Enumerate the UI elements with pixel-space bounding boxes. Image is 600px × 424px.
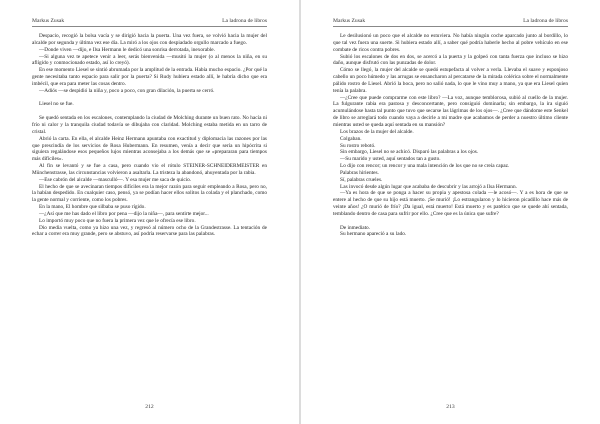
header-author: Markus Zusak [333, 18, 366, 24]
paragraph: —Adiós —se despidió la niña y, poco a poco, con gran dilación, la puerta se cerró. [39, 87, 215, 94]
paragraph: Se quedó sentada en los escalones, contemplando la ciudad de Molching durante un buen rato. No hacía ni frío ni calor y la tranquila ciudad todavía se dibujaba con claridad. Molching estaba metida en un tarro de cristal. [32, 115, 267, 135]
paragraph-gap [32, 108, 267, 115]
paragraph: —Ese cabrón del alcalde —masculló—. Y esa mujer me saca de quicio. [39, 176, 192, 183]
paragraph: —Si alguna vez te apetece venir a leer, serás bienvenida —musitó la mujer (o al menos la niña, en su aflígido y conmocionado estado, así lo creyó). [32, 53, 267, 67]
right-page [301, 0, 600, 424]
running-head [32, 18, 267, 27]
paragraph: Despacio, recogió la bolsa vacía y se dirigió hacia la puerta. Una vez fuera, se volvió hacia la mujer del alcalde por segunda y última vez ese día. La miró a los ojos con despiadado orgullo marcado a fuego. [32, 33, 267, 46]
paragraph: —Ya es hora de que se ponga a hacer su propia y apestosa colada —le acosó—. Y a es hora de que se entere al hecho de que su hijo está muerto. ¡Se murió! ¡Lo estrangularon y lo hicieron picadillo hace más de veinte años! ¿O murió de frío? ¡Da igual, está muerto! Está muerto y es patético que se quede ahí sentada, temblando dentro de casa para sufrir por ello. ¿Cree que es la única que sufre? [333, 190, 568, 217]
paragraph: Lo dijo con rencor; un rencor y una mala intención de los que no se creía capaz. [340, 163, 510, 170]
paragraph: Le desilusionó un poco que el alcalde no estuviera. No había ningún coche aparcado junto al bordillo, lo que tal vez fuera una suerte. Si hubiera estado allí, a saber qué podría haberle hecho al pobre vehículo en ese combate de ricos contra pobres. [333, 33, 568, 53]
paragraph: En la mano, El hombre que silbaba se puso rígido. [39, 204, 146, 211]
paragraph: Las invocó desde algún lugar que acababa de descubrir y las arrojó a Ilsa Hermann. [340, 183, 517, 190]
page-number: 213 [446, 404, 455, 410]
paragraph: Colgaban. [340, 135, 362, 142]
paragraph: —¿Cree que puede comprarme con este libro? —La voz, aunque temblorosa, subió al cuello de la mujer. La fulgurante rabia era pastosa y desconcertante, pero consiguió dominarla; sin embargo, la ira siguió acumulándose hasta tal punto que tuvo que secarse las lágrimas de los ojos—. ¿Cree que dándome este Senkel de libro se arreglará todo cuando vaya a decirle a mi madre que acabamos de perder a nuestro último cliente mientras usted se queda aquí sentada en su mansión? [333, 94, 568, 128]
body-text [333, 33, 568, 238]
paragraph-gap [333, 218, 568, 225]
paragraph: Su hermano apareció a su lado. [340, 231, 407, 238]
paragraph: Palabras hirientes. [340, 169, 379, 176]
header-author: Markus Zusak [32, 18, 65, 24]
paragraph: Subió los escalones de dos en dos, se acercó a la puerta y la golpeó con tanta fuerza que incluso se hizo daño, aunque disfrutó con las punzadas de dolor. [333, 53, 568, 67]
page-number: 212 [145, 404, 154, 410]
paragraph: Liesel no se fue. [39, 101, 74, 108]
paragraph: Lo importó muy poco que no fuera la primera vez que le ofrecía ese libro. [39, 217, 196, 224]
paragraph: Cómo se llegó, la mujer del alcalde se quedó estupefacta al volver a verla. Llevaba el suave y esponjoso cabello un poco húmedo y las arrugas se ensancharon al percatarse de la mirada colérica sobre el normalmente pálido rostro de Liesel. Abrió la boca, pero no salió nada, lo que le vino muy a mano, ya que era Liesel quien tenía la palabra. [333, 67, 568, 94]
body-text [32, 33, 267, 238]
paragraph: Su rostro rebotó. [340, 142, 376, 149]
paragraph: —Su marido y usted, aquí sentados tan a gusto. [340, 156, 441, 163]
paragraph: Abrió la carta. En ella, el alcalde Heinz Hermann apuntaba con exactitud y diplomacia las razones por las que prescindía de los servicios de Rosa Hubermann. En resumen, venía a decir que sería un hipócrita si siguiera regalándose esos pequeños lujos mientras aconsejaba a los demás que se «prepararan para tiempos más difíciles». [32, 135, 267, 163]
paragraph: Los brazos de la mujer del alcalde. [340, 128, 414, 135]
paragraph: —¿Así que me has dado el libro por pena —dijo la niña—, para sentirte mejor... [39, 210, 209, 217]
running-head [333, 18, 568, 27]
paragraph: De inmediato. [340, 224, 371, 231]
paragraph: Al fin se levantó y se fue a casa, pero cuando vio el rótulo STEINER-SCHNEIDERMEISTER en Münchenstrasse, las circunstancias volvieron a asaltarla. La tristeza la abandonó, ahuyentada por la rabia. [32, 163, 267, 176]
paragraph: El hecho de que se avecinaran tiempos difíciles era la mejor razón para seguir empleando a Rosa, pero no, la habían despedido. En cualquier caso, pensó, ya se podían hacer ellos solitos la colada y el planchado, como la gente normal y corriente, como los pobres. [32, 183, 267, 204]
header-title: La ladrona de libros [523, 18, 568, 24]
paragraph: Dio media vuelta, como ya hizo una vez, y regresó al número ocho de la Grandestrasse. La tentación de echar a correr era muy grande, pero se abstuvo, así podría reservarse para las palabras. [32, 224, 267, 238]
paragraph: Sí, palabras crueles. [340, 176, 383, 183]
left-page [0, 0, 299, 424]
paragraph: —Donde viven —dijo, e Ilsa Hermann le dedicó una sonrisa derrotada, inexorable. [39, 46, 215, 53]
paragraph: En ese momento Liesel se sintió abrumada por la amplitud de la entrada. Había mucho espacio. ¿Por qué la gente necesitaba tanto espacio para salir por la puerta? Si Rudy hubiera estado allí, le habría dicho que era imbécil, que era para meter las cosas dentro. [32, 67, 267, 87]
header-title: La ladrona de libros [222, 18, 267, 24]
paragraph: Sin embargo, Liesel no se achicó. Disparó las palabras a los ojos. [340, 149, 479, 156]
